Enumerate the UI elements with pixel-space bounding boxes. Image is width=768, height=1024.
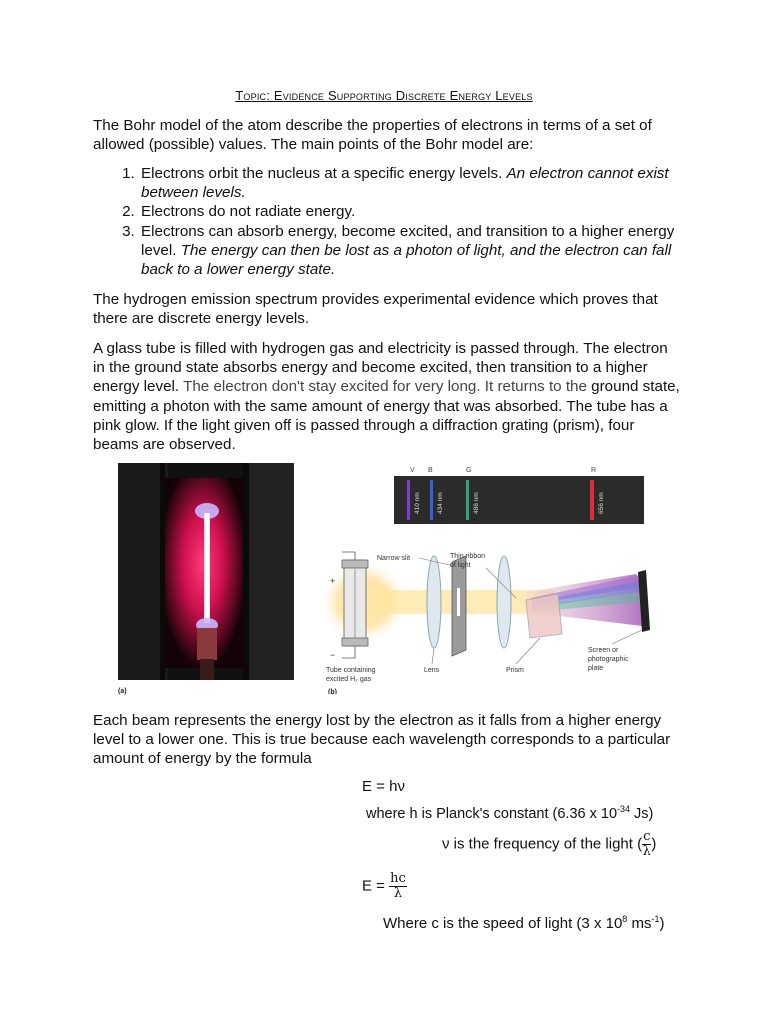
narrow-slit-label: Narrow slit [377,555,411,562]
planck-constant-line: where h is Planck's constant (6.36 x $10^{-34}$ Js) [366,804,654,822]
glass-tube-paragraph: A glass tube is filled with hydrogen gas and electricity is passed through. The electron in the ground state absorbs energy and become excited, then transition to a higher energy level. The electron don't stay excited for very long. It returns to the ground state, emitting a photon with the same amount of energy that was absorbed. The tube has a pink glow. If the light given off is passed through a diffraction grating (prism), four beams are observed. [93,340,680,454]
speed-of-light-line: Where c is the speed of light (3 x $10^8$ $ms^{-1}$) [383,914,665,932]
spectrum-paragraph: The hydrogen emission spectrum provides experimental evidence which proves that there are discrete energy levels. [93,291,658,328]
spectrum-letter-r: R [591,467,597,474]
spectrum-letter-b: B [428,467,433,474]
tube-label-1: Tube containing [326,667,376,674]
wavelength-label: 434 nm [437,492,444,514]
list-item: 3. Electrons can absorb energy, become excited, and transition to a higher energy level. The energy can then be lost as a photon of light, and the electron can fall back to a lower energy state. [139,222,699,280]
hc-over-lambda-fraction: $\frac{hc}{\lambda}$ [390,871,406,901]
c-over-lambda-fraction: $\frac{c}{\lambda}$ [642,829,651,859]
equation-e-hv: E = hν [362,778,405,795]
list-item: 2. Electrons do not radiate energy. [139,202,699,221]
intro-paragraph: The Bohr model of the atom describe the properties of electrons in terms of a set of allowed (possible) values. The main points of the Bohr model are: [93,117,652,154]
screen-label-2: photographic [588,656,629,663]
wavelength-label: 656 nm [598,492,605,514]
spectrum-letter-g: G [466,467,472,474]
thin-ribbon-label-2: of light [450,562,471,569]
beam-energy-paragraph: Each beam represents the energy lost by the electron as it falls from a higher energy level to a lower one. This is true because each wavelength corresponds to a particular amount of energy by the formula [93,712,671,768]
screen-label-3: plate [588,665,604,672]
wavelength-label: 486 nm [473,492,480,514]
page-title: Topic: Evidence Supporting Discrete Energy Levels [235,88,533,103]
equation-e-hc-lambda: E = $\frac{hc}{\lambda}$ [362,871,406,901]
wavelength-label: 410 nm [414,492,421,514]
minus-terminal: − [330,650,336,660]
hydrogen-tube-photo [118,463,294,680]
figure-b-label: (b) [328,689,337,694]
screen-label-1: Screen or [588,647,619,654]
spectrum-letter-v: V [410,467,415,474]
prism-label: Prism [506,667,524,674]
thin-ribbon-label-1: Thin ribbon [450,553,486,560]
tube-label-2: excited H₂ gas [326,676,372,683]
frequency-line: ν is the frequency of the light ( $\frac{c}{\lambda}$ ) [442,829,657,859]
spectroscope-diagram [316,462,652,694]
figure-a-label: (a) [118,688,127,695]
bohr-points-list [93,164,699,279]
list-item: 1. Electrons orbit the nucleus at a specific energy levels. An electron cannot exist between levels. [139,164,699,202]
plus-terminal: + [330,576,336,586]
lens-label: Lens [424,667,440,674]
